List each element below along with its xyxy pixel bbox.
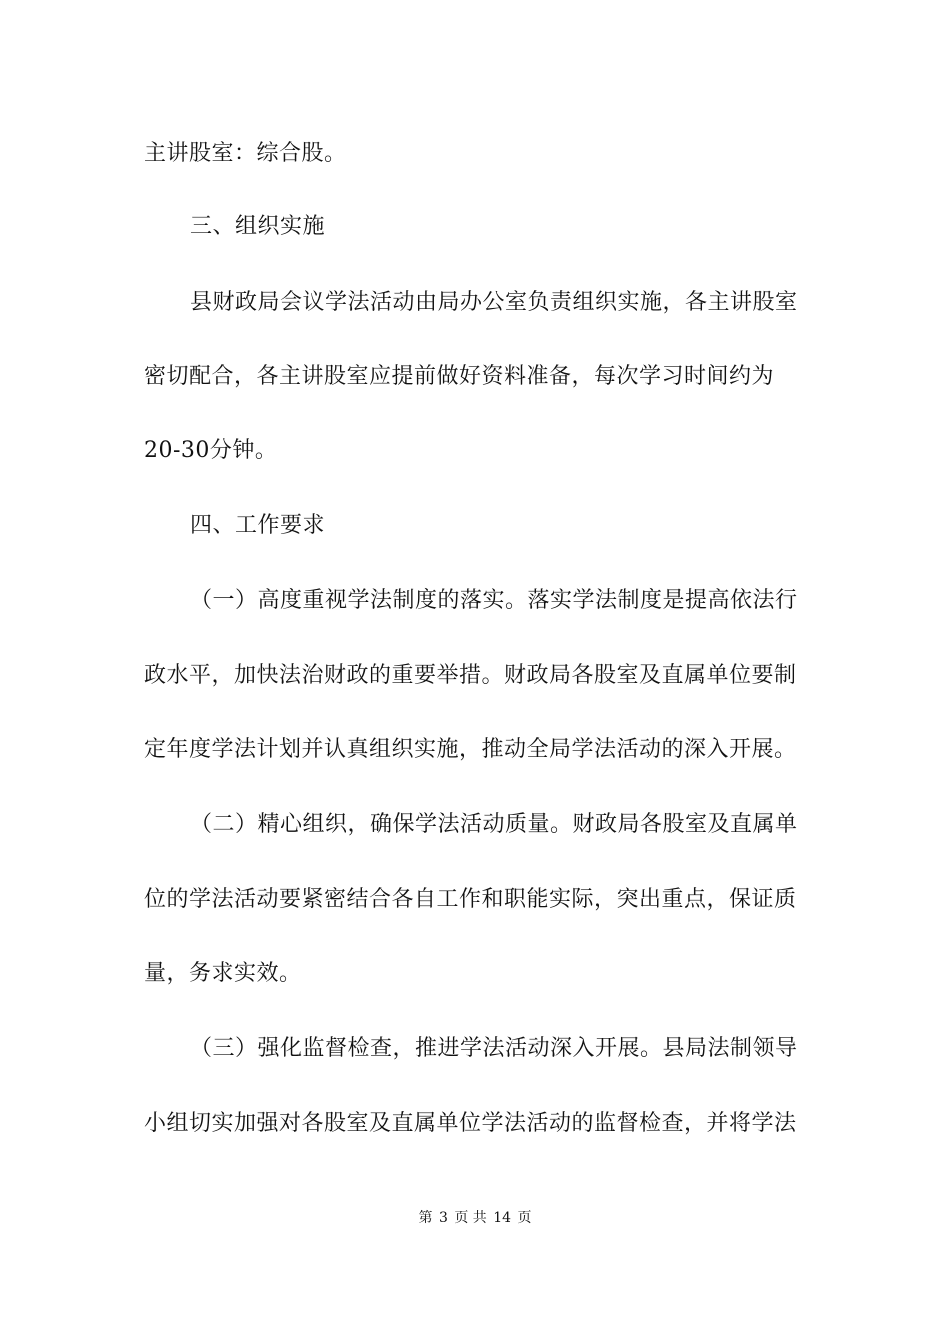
body-line: （二）精心组织，确保学法活动质量。财政局各股室及直属单: [190, 812, 798, 837]
body-line: 位的学法活动要紧密结合各自工作和职能实际，突出重点，保证质: [144, 887, 797, 912]
footer-total-pages: 14: [493, 1210, 512, 1226]
body-line: 政水平，加快法治财政的重要举措。财政局各股室及直属单位要制: [144, 663, 797, 688]
body-line: 主讲股室：综合股。: [144, 141, 347, 166]
page-footer: [0, 1209, 950, 1227]
section-heading: 四、工作要求: [190, 513, 326, 538]
body-line: 量，务求实效。: [144, 961, 302, 986]
footer-page-number: 3: [438, 1210, 448, 1226]
footer-suffix: 页: [517, 1210, 532, 1226]
body-line: 密切配合，各主讲股室应提前做好资料准备，每次学习时间约为: [144, 364, 775, 389]
body-line: （一）高度重视学法制度的落实。落实学法制度是提高依法行: [190, 588, 798, 613]
body-line: 小组切实加强对各股室及直属单位学法活动的监督检查，并将学法: [144, 1111, 797, 1136]
body-line: 20-30分钟。: [144, 438, 278, 463]
section-heading: 三、组织实施: [190, 214, 326, 239]
body-line: 定年度学法计划并认真组织实施，推动全局学法活动的深入开展。: [144, 737, 797, 762]
footer-mid: 页 共: [454, 1210, 487, 1226]
body-line: 县财政局会议学法活动由局办公室负责组织实施，各主讲股室: [190, 290, 798, 315]
body-line: （三）强化监督检查，推进学法活动深入开展。县局法制领导: [190, 1036, 798, 1061]
footer-prefix: 第: [418, 1210, 433, 1226]
